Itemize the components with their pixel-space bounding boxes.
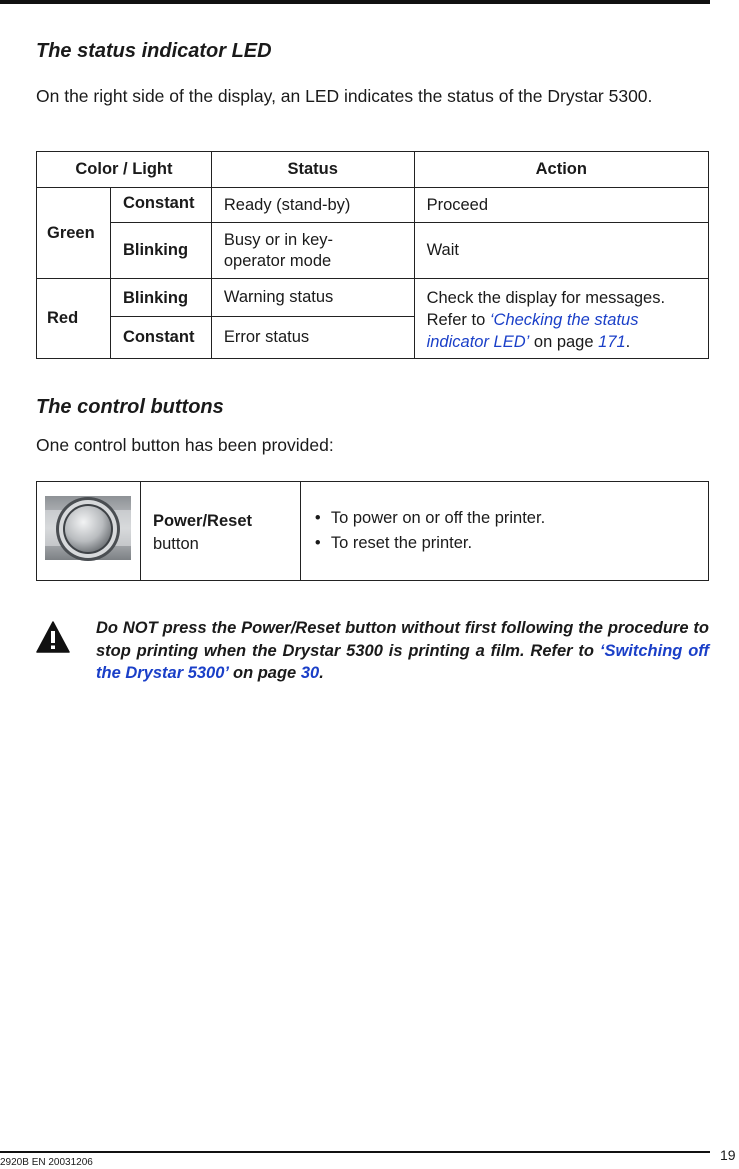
control-buttons-intro: One control button has been provided: — [36, 435, 334, 455]
button-name: Power/Reset — [152, 512, 252, 530]
action-value: Proceed — [414, 188, 708, 223]
button-functions-list — [313, 506, 708, 556]
button-name-suffix: button — [152, 535, 199, 553]
light-mode: Constant — [110, 317, 211, 359]
red-action-cell — [414, 279, 708, 359]
button-functions-cell — [300, 482, 708, 581]
status-value: Warning status — [211, 279, 414, 317]
action-period: . — [625, 333, 631, 351]
list-item: • To power on or off the printer. — [314, 509, 546, 527]
section-title-status-led: The status indicator LED — [36, 40, 272, 62]
status-value: Ready (stand-by) — [211, 188, 414, 223]
color-red: Red — [37, 279, 111, 359]
warning-on-page: on page — [232, 664, 297, 682]
button-name-cell — [140, 482, 300, 581]
table-header-row — [37, 152, 709, 188]
section-title-control-buttons: The control buttons — [36, 396, 224, 418]
link-page-171[interactable]: 171 — [598, 333, 626, 351]
table-row — [37, 482, 709, 581]
header-color-light: Color / Light — [37, 152, 212, 188]
link-checking-status-led[interactable]: ‘Checking the status indicator LED’ — [426, 311, 639, 351]
control-button-table — [36, 481, 709, 581]
list-item: • To reset the printer. — [314, 534, 473, 552]
link-switching-off[interactable]: ‘Switching off the Drystar 5300’ — [96, 641, 709, 682]
power-reset-button-icon — [45, 492, 131, 566]
light-mode: Constant — [110, 188, 211, 223]
action-check-display: Check the display for messages. — [426, 289, 666, 307]
action-value: Wait — [414, 223, 708, 279]
header-status: Status — [211, 152, 414, 188]
table-row — [37, 223, 709, 279]
status-value: Busy or in key-operator mode — [211, 223, 414, 279]
warning-icon — [36, 621, 70, 653]
color-green: Green — [37, 188, 111, 279]
led-status-table — [36, 151, 709, 359]
warning-period: . — [319, 664, 324, 682]
header-action: Action — [414, 152, 708, 188]
page-number: 19 — [720, 1147, 736, 1163]
footer-doc-id: 2920B EN 20031206 — [0, 1157, 93, 1168]
table-row — [37, 279, 709, 317]
table-row — [37, 188, 709, 223]
action-on-page: on page — [533, 333, 594, 351]
warning-note — [96, 617, 709, 685]
link-page-30[interactable]: 30 — [300, 664, 320, 682]
power-button-image-cell — [37, 482, 141, 581]
action-refer: Refer to — [426, 311, 486, 329]
warning-text: Do NOT press the Power/Reset button without first following the procedure to stop printing when the Drystar 5300 is printing a film. Refer to — [96, 619, 709, 660]
status-led-intro: On the right side of the display, an LED indicates the status of the Drystar 5300. — [36, 86, 653, 106]
status-value: Error status — [211, 317, 414, 359]
top-rule — [0, 0, 710, 4]
light-mode: Blinking — [110, 279, 211, 317]
light-mode: Blinking — [110, 223, 211, 279]
bottom-rule — [0, 1151, 710, 1153]
